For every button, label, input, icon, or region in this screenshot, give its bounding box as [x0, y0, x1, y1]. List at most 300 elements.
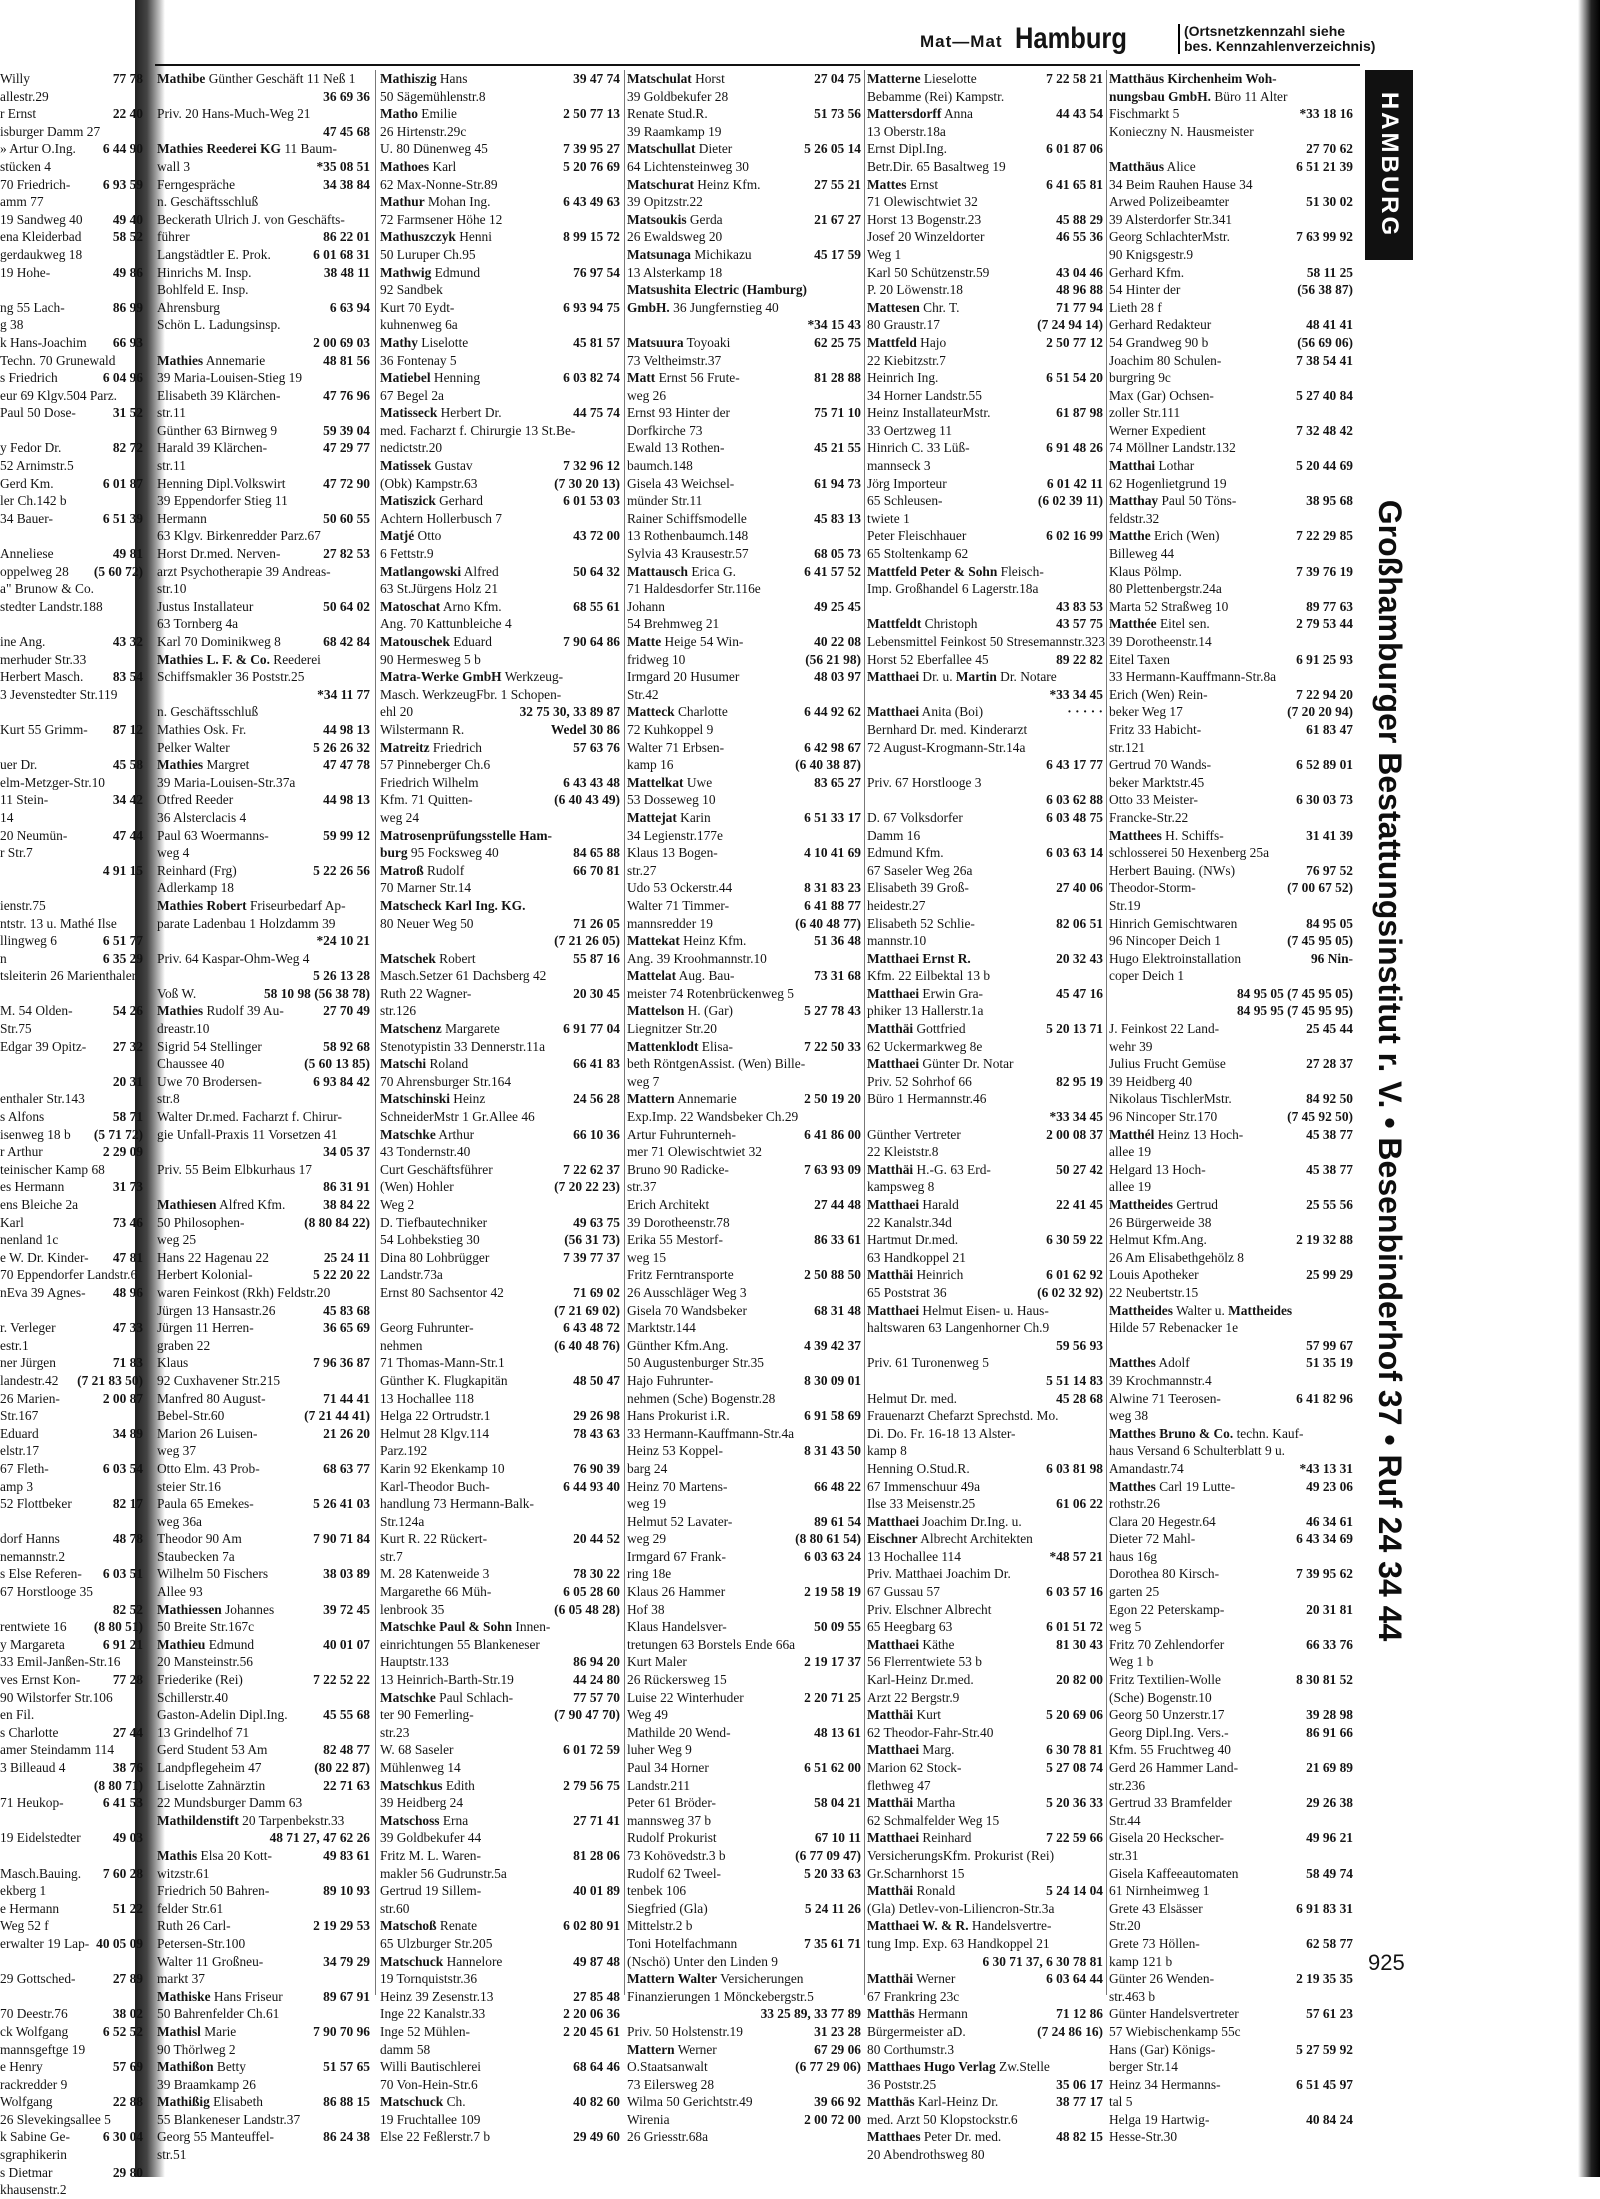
- directory-entry: [867, 105, 1103, 123]
- entry-phone: [616, 1002, 620, 1020]
- entry-phone: 68 55 61: [573, 598, 620, 614]
- entry-name: Staubecken 7a: [157, 1548, 235, 1564]
- entry-phone: 27 44 48: [814, 1197, 861, 1212]
- entry-phone: 6 63 94: [329, 299, 370, 315]
- entry-name: waren Feinkost (Rkh) Feldstr.20: [157, 1284, 331, 1300]
- entry-phone: 44 24 80: [573, 1672, 620, 1688]
- directory-entry: [157, 1636, 370, 1654]
- entry-phone: 49 40: [112, 211, 143, 227]
- entry-phone: [1349, 439, 1353, 457]
- directory-entry: [1109, 2111, 1353, 2129]
- entry-name: ens Bleiche 2a: [0, 1197, 79, 1212]
- entry-name: luher Weg 9: [627, 1742, 692, 1758]
- entry-name: mannsgeftge 19: [0, 2041, 86, 2057]
- directory-entry: [380, 140, 620, 158]
- directory-entry: [157, 2146, 370, 2164]
- directory-entry: [867, 1284, 1103, 1302]
- entry-phone: 6 42 98 67: [804, 739, 861, 755]
- entry-name: Mattes Ernst: [867, 176, 939, 192]
- entry-phone: 5 22 26 56: [313, 862, 370, 878]
- entry-phone: 2 50 77 12: [1046, 334, 1103, 350]
- entry-name: Erich (Wen) Rein-: [1109, 686, 1208, 702]
- entry-name: Mattausch Erica G.: [627, 563, 736, 579]
- directory-entry: [380, 176, 620, 194]
- entry-phone: [616, 1442, 620, 1460]
- directory-entry: [157, 545, 370, 563]
- entry-name: ck Wolfgang: [0, 2023, 69, 2039]
- entry-phone: [139, 1513, 143, 1531]
- directory-entry: [1109, 387, 1353, 405]
- entry-phone: (5 71 72): [93, 1126, 143, 1142]
- entry-name: Str.20: [1109, 1918, 1141, 1934]
- directory-entry: [157, 686, 370, 704]
- entry-phone: 43 57 75: [1056, 616, 1103, 632]
- entry-phone: 6 30 04: [102, 2129, 143, 2145]
- directory-entry: [627, 281, 861, 299]
- directory-entry: [1109, 668, 1353, 686]
- entry-phone: 57 63 76: [573, 739, 620, 755]
- directory-entry: [157, 299, 370, 317]
- entry-phone: [857, 281, 861, 299]
- directory-entry: [380, 1249, 620, 1267]
- directory-entry: [157, 1372, 370, 1390]
- entry-name: Georg 55 Manteuffel-: [157, 2129, 275, 2145]
- entry-phone: [1349, 1953, 1353, 1971]
- entry-name: Francke-Str.22: [1109, 809, 1189, 825]
- entry-phone: 45 83 13: [814, 510, 861, 526]
- entry-name: wall 3: [157, 158, 191, 174]
- entry-name: Friedrich 50 Bahren-: [157, 1883, 270, 1899]
- directory-entry: [0, 791, 143, 809]
- entry-phone: [857, 1777, 861, 1795]
- directory-entry: [157, 457, 370, 475]
- entry-phone: 78 30 22: [573, 1566, 620, 1582]
- directory-entry: [627, 615, 861, 633]
- directory-entry: [867, 158, 1103, 176]
- entry-phone: [139, 1231, 143, 1249]
- directory-entry: [867, 1741, 1103, 1759]
- entry-phone: [139, 598, 143, 616]
- entry-name: Petersen-Str.100: [157, 1935, 246, 1951]
- directory-entry: [867, 545, 1103, 563]
- entry-name: Matthaei Ernst R.: [867, 950, 971, 966]
- entry-phone: 86 94 20: [573, 1654, 620, 1670]
- entry-phone: [1099, 123, 1103, 141]
- entry-phone: 45 47 16: [1056, 985, 1103, 1001]
- entry-name: Matouschek Eduard: [380, 634, 492, 649]
- entry-name: 63 Handkoppel 21: [867, 1249, 966, 1265]
- entry-name: Billeweg 44: [1109, 546, 1175, 562]
- directory-entry: [627, 985, 861, 1003]
- entry-phone: [1349, 1917, 1353, 1935]
- directory-entry: [380, 510, 620, 528]
- entry-phone: [366, 1126, 370, 1144]
- directory-entry: [627, 1706, 861, 1724]
- entry-phone: [857, 1495, 861, 1513]
- entry-name: [867, 791, 870, 809]
- entry-name: Mühlenweg 14: [380, 1760, 461, 1775]
- entry-phone: 76 97 52: [1306, 862, 1353, 878]
- directory-entry: [0, 844, 143, 862]
- directory-entry: [627, 721, 861, 739]
- directory-entry: [867, 1882, 1103, 1900]
- directory-entry: [380, 1073, 620, 1091]
- directory-entry: [380, 1900, 620, 1918]
- entry-phone: 6 41 65 81: [1046, 176, 1103, 192]
- entry-phone: [139, 1741, 143, 1759]
- entry-phone: 27 70 49: [323, 1003, 370, 1019]
- entry-phone: 59 99 12: [323, 827, 370, 843]
- entry-name: Ewald 13 Rothen-: [627, 440, 725, 456]
- entry-phone: [857, 422, 861, 440]
- directory-entry: [1109, 897, 1353, 915]
- entry-phone: [857, 580, 861, 598]
- directory-entry: [867, 1460, 1103, 1478]
- header-note: [1178, 24, 1375, 54]
- entry-phone: [1349, 1214, 1353, 1232]
- entry-phone: 6 52 52: [102, 2023, 143, 2039]
- entry-phone: [139, 492, 143, 510]
- entry-phone: [139, 1090, 143, 1108]
- directory-entry: [867, 1038, 1103, 1056]
- entry-name: burg 95 Focksweg 40: [380, 845, 499, 861]
- directory-entry: [867, 316, 1103, 334]
- entry-phone: [139, 915, 143, 933]
- entry-phone: [139, 1917, 143, 1935]
- entry-phone: · · · · ·: [1067, 704, 1103, 720]
- directory-entry: [627, 827, 861, 845]
- entry-phone: [616, 756, 620, 774]
- entry-phone: [139, 2111, 143, 2129]
- entry-phone: [1349, 1548, 1353, 1566]
- directory-entry: [0, 967, 143, 985]
- directory-entry: [867, 211, 1103, 229]
- entry-name: Elisabeth 39 Groß-: [867, 880, 969, 896]
- directory-entry: [380, 1231, 620, 1249]
- entry-name: Priv. 64 Kaspar-Ohm-Weg 4: [157, 950, 310, 966]
- entry-name: Hesse-Str.30: [1109, 2129, 1178, 2145]
- directory-entry: [627, 510, 861, 528]
- entry-phone: [366, 915, 370, 933]
- entry-name: e Henry: [0, 2059, 43, 2075]
- entry-phone: 20 82 00: [1056, 1672, 1103, 1688]
- directory-column-2: [157, 70, 370, 2163]
- entry-name: Julius Frucht Gemüse: [1109, 1056, 1226, 1072]
- directory-entry: [627, 1178, 861, 1196]
- entry-name: [0, 422, 3, 440]
- entry-phone: [857, 193, 861, 211]
- entry-name: Damm 16: [867, 827, 921, 843]
- entry-phone: [1099, 1865, 1103, 1883]
- directory-entry: [157, 1988, 370, 2006]
- directory-entry: [1109, 1390, 1353, 1408]
- entry-name: Anneliese: [0, 546, 54, 562]
- directory-entry: [867, 352, 1103, 370]
- directory-entry: [157, 721, 370, 739]
- directory-entry: [867, 1565, 1103, 1583]
- directory-entry: [0, 2058, 143, 2076]
- entry-phone: [857, 1390, 861, 1408]
- entry-phone: 4 91 15: [102, 862, 143, 878]
- entry-name: parate Ladenbau 1 Holzdamm 39: [157, 915, 336, 931]
- entry-phone: 45 21 55: [814, 440, 861, 456]
- entry-phone: [857, 1706, 861, 1724]
- directory-entry: [1109, 1847, 1353, 1865]
- directory-entry: [380, 879, 620, 897]
- entry-name: Matoschat Arno Kfm.: [380, 598, 502, 614]
- entry-phone: [616, 879, 620, 897]
- entry-phone: 86 88 15: [323, 2094, 370, 2110]
- entry-name: nedictstr.20: [380, 440, 443, 456]
- entry-name: Ferngespräche: [157, 176, 236, 192]
- entry-phone: *34 11 77: [317, 686, 370, 702]
- directory-entry: [380, 1196, 620, 1214]
- entry-name: Elisabeth 39 Klärchen-: [157, 387, 281, 403]
- directory-entry: [627, 1900, 861, 1918]
- entry-phone: 33 25 89, 33 77 89: [760, 2006, 861, 2022]
- entry-phone: [1099, 545, 1103, 563]
- entry-name: Joachim 80 Schulen-: [1109, 352, 1222, 368]
- entry-name: Mathiesen Alfred Kfm.: [157, 1197, 286, 1212]
- directory-entry: [380, 686, 620, 704]
- directory-entry: [627, 1390, 861, 1408]
- directory-entry: [867, 2111, 1103, 2129]
- directory-entry: [380, 123, 620, 141]
- directory-entry: [0, 545, 143, 563]
- entry-phone: 6 44 92 62: [804, 704, 861, 720]
- entry-phone: 29 26 38: [1306, 1795, 1353, 1811]
- entry-phone: 5 26 26 32: [313, 739, 370, 755]
- entry-name: 19 Hohe-: [0, 264, 51, 280]
- entry-name: Johann: [627, 598, 665, 614]
- entry-phone: [857, 1671, 861, 1689]
- entry-phone: [616, 615, 620, 633]
- entry-name: Mathiszig Hans: [380, 71, 468, 86]
- entry-name: ine Ang.: [0, 634, 46, 649]
- entry-name: Eischner Albrecht Architekten: [867, 1531, 1033, 1547]
- entry-phone: [366, 369, 370, 387]
- entry-phone: [1349, 967, 1353, 985]
- entry-phone: [616, 1970, 620, 1988]
- directory-entry: [157, 1055, 370, 1073]
- entry-name: Matiszick Gerhard: [380, 493, 483, 509]
- entry-name: 63 St.Jürgens Holz 21: [380, 581, 499, 597]
- entry-phone: 5 26 41 03: [313, 1496, 370, 1512]
- entry-name: 34 Beim Rauhen Hause 34: [1109, 176, 1253, 192]
- entry-name: Karin 92 Ekenkamp 10: [380, 1460, 505, 1476]
- header-city: Hamburg: [1015, 22, 1127, 55]
- entry-phone: [616, 897, 620, 915]
- entry-name: 39 Heidberg 40: [1109, 1073, 1193, 1089]
- directory-entry: [1109, 1900, 1353, 1918]
- entry-name: Matschinski Heinz: [380, 1091, 486, 1107]
- entry-name: Hans 22 Hagenau 22: [157, 1249, 269, 1265]
- entry-name: (Gla) Detlev-von-Liliencron-Str.3a: [867, 1900, 1055, 1916]
- directory-entry: [380, 1143, 620, 1161]
- entry-name: Grete 43 Elsässer: [1109, 1900, 1203, 1916]
- directory-entry: [1109, 1953, 1353, 1971]
- directory-entry: [627, 1777, 861, 1795]
- entry-name: Matthäus Kirchenheim Woh-: [1109, 71, 1277, 86]
- directory-entry: [0, 774, 143, 792]
- entry-name: Liegnitzer Str.20: [627, 1021, 717, 1037]
- entry-phone: (56 38 87): [1297, 282, 1353, 298]
- entry-name: str.7: [380, 1548, 403, 1564]
- directory-entry: [627, 1143, 861, 1161]
- directory-entry: [380, 1829, 620, 1847]
- directory-entry: [157, 1460, 370, 1478]
- entry-phone: 38 77 17: [1056, 2094, 1103, 2110]
- entry-name: Günther 63 Birnweg 9: [157, 422, 278, 438]
- entry-phone: [366, 1900, 370, 1918]
- entry-name: Priv. 50 Holstenstr.19: [627, 2023, 743, 2039]
- directory-entry: [380, 1953, 620, 1971]
- entry-name: Marion 62 Stock-: [867, 1760, 962, 1775]
- entry-name: beker Weg 17: [1109, 704, 1183, 720]
- directory-entry: [1109, 598, 1353, 616]
- entry-name: Mathy Liselotte: [380, 334, 469, 350]
- entry-phone: [366, 1284, 370, 1302]
- entry-name: 34 Legienstr.177e: [627, 827, 723, 843]
- entry-phone: 66 70 81: [573, 862, 620, 878]
- entry-phone: 84 92 50: [1306, 1091, 1353, 1107]
- entry-name: Edmund Kfm.: [867, 845, 944, 861]
- directory-entry: [0, 281, 143, 299]
- entry-phone: 2 19 17 37: [804, 1654, 861, 1670]
- entry-phone: [1349, 1442, 1353, 1460]
- entry-phone: 6 91 77 04: [563, 1021, 620, 1037]
- header-rule: [155, 64, 1360, 66]
- directory-entry: [157, 1671, 370, 1689]
- directory-entry: [627, 879, 861, 897]
- entry-name: Walter 71 Timmer-: [627, 897, 730, 913]
- entry-name: Reinhard (Frg): [157, 862, 237, 878]
- directory-entry: [627, 105, 861, 123]
- entry-name: Justus Installateur: [157, 598, 254, 614]
- entry-phone: [857, 1249, 861, 1267]
- directory-entry: [627, 1636, 861, 1654]
- entry-name: estr.1: [0, 1337, 29, 1353]
- entry-name: Karl-Heinz Dr.med.: [867, 1672, 974, 1688]
- directory-entry: [627, 563, 861, 581]
- directory-entry: [0, 510, 143, 528]
- directory-entry: [0, 105, 143, 123]
- directory-entry: [157, 1530, 370, 1548]
- entry-phone: [616, 352, 620, 370]
- directory-entry: [867, 1759, 1103, 1777]
- entry-name: Matthay Paul 50 Töns-: [1109, 493, 1237, 509]
- directory-entry: [1109, 633, 1353, 651]
- directory-entry: [1109, 1812, 1353, 1830]
- entry-name: Otto 33 Meister-: [1109, 792, 1198, 808]
- entry-name: 39 Braamkamp 26: [157, 2076, 256, 2092]
- entry-name: 33 Oertzweg 11: [867, 422, 953, 438]
- entry-phone: 96 Nin-: [1310, 950, 1353, 966]
- entry-name: 54 Brehmweg 21: [627, 616, 720, 632]
- entry-name: nehmen: [380, 1337, 423, 1353]
- entry-phone: 6 93 94 75: [563, 299, 620, 315]
- entry-name: 22 Neubertstr.15: [1109, 1284, 1199, 1300]
- directory-entry: [1109, 1759, 1353, 1777]
- directory-entry: [0, 1865, 143, 1883]
- directory-entry: [0, 1917, 143, 1935]
- entry-name: Matthai Lothar: [1109, 458, 1195, 474]
- directory-entry: [380, 1495, 620, 1513]
- entry-name: 80 Neuer Weg 50: [380, 915, 474, 931]
- entry-phone: [1349, 123, 1353, 141]
- entry-phone: [139, 897, 143, 915]
- directory-entry: [627, 475, 861, 493]
- entry-phone: 6 02 16 99: [1046, 528, 1103, 544]
- entry-name: sgraphikerin: [0, 2147, 67, 2163]
- entry-phone: [1349, 633, 1353, 651]
- entry-name: Mattekat Heinz Kfm.: [627, 933, 747, 949]
- entry-name: Walter 11 Großneu-: [157, 1953, 264, 1969]
- entry-phone: [139, 1337, 143, 1355]
- entry-phone: 40 05 09: [96, 1935, 143, 1951]
- entry-phone: [366, 492, 370, 510]
- entry-name: Matthees H. Schiffs-: [1109, 827, 1224, 843]
- entry-name: Arzt 22 Bergstr.9: [867, 1689, 960, 1705]
- directory-entry: [867, 1847, 1103, 1865]
- entry-phone: [1099, 932, 1103, 950]
- entry-phone: [366, 105, 370, 123]
- entry-name: [0, 281, 3, 299]
- entry-name: str.37: [627, 1179, 657, 1195]
- directory-entry: [867, 1495, 1103, 1513]
- directory-entry: [380, 1865, 620, 1883]
- entry-name: Karl: [0, 1214, 24, 1230]
- entry-name: Gertrud 19 Sillem-: [380, 1883, 482, 1899]
- directory-entry: [0, 334, 143, 352]
- entry-name: Inge 52 Mühlen-: [380, 2023, 470, 2039]
- entry-phone: [139, 774, 143, 792]
- directory-entry: [157, 879, 370, 897]
- entry-name: str.10: [157, 581, 187, 597]
- directory-entry: [627, 70, 861, 88]
- entry-name: Rudolf Prokurist: [627, 1830, 717, 1846]
- entry-phone: [366, 703, 370, 721]
- entry-name: str.31: [1109, 1847, 1139, 1863]
- entry-phone: (6 02 39 11): [1037, 493, 1103, 509]
- entry-phone: 82 48 77: [323, 1742, 370, 1758]
- directory-entry: [157, 2128, 370, 2146]
- entry-phone: [1099, 1478, 1103, 1496]
- directory-entry: [380, 1002, 620, 1020]
- directory-entry: [380, 1565, 620, 1583]
- entry-name: [0, 1302, 3, 1320]
- entry-name: damm 58: [380, 2041, 431, 2057]
- entry-name: Mattelson H. (Gar): [627, 1003, 733, 1019]
- directory-entry: [1109, 1337, 1353, 1355]
- directory-entry: [627, 1020, 861, 1038]
- entry-phone: [616, 967, 620, 985]
- entry-name: 80 Plettenbergstr.24a: [1109, 581, 1222, 597]
- entry-name: 70 Ahrensburger Str.164: [380, 1073, 512, 1089]
- directory-entry: [1109, 1108, 1353, 1126]
- entry-name: Matthaei Helmut Eisen- u. Haus-: [867, 1302, 1049, 1318]
- entry-name: 65 Poststrat 36: [867, 1284, 947, 1300]
- directory-entry: [157, 580, 370, 598]
- entry-phone: [366, 2005, 370, 2023]
- entry-name: tung Imp. Exp. 63 Handkoppel 21: [867, 1935, 1050, 1951]
- entry-name: Luise 22 Winterhuder: [627, 1689, 744, 1705]
- entry-phone: 6 03 51: [102, 1566, 143, 1582]
- directory-entry: [380, 1530, 620, 1548]
- entry-name: Matschke Paul Schlach-: [380, 1689, 514, 1705]
- directory-entry: [1109, 915, 1353, 933]
- directory-entry: [157, 228, 370, 246]
